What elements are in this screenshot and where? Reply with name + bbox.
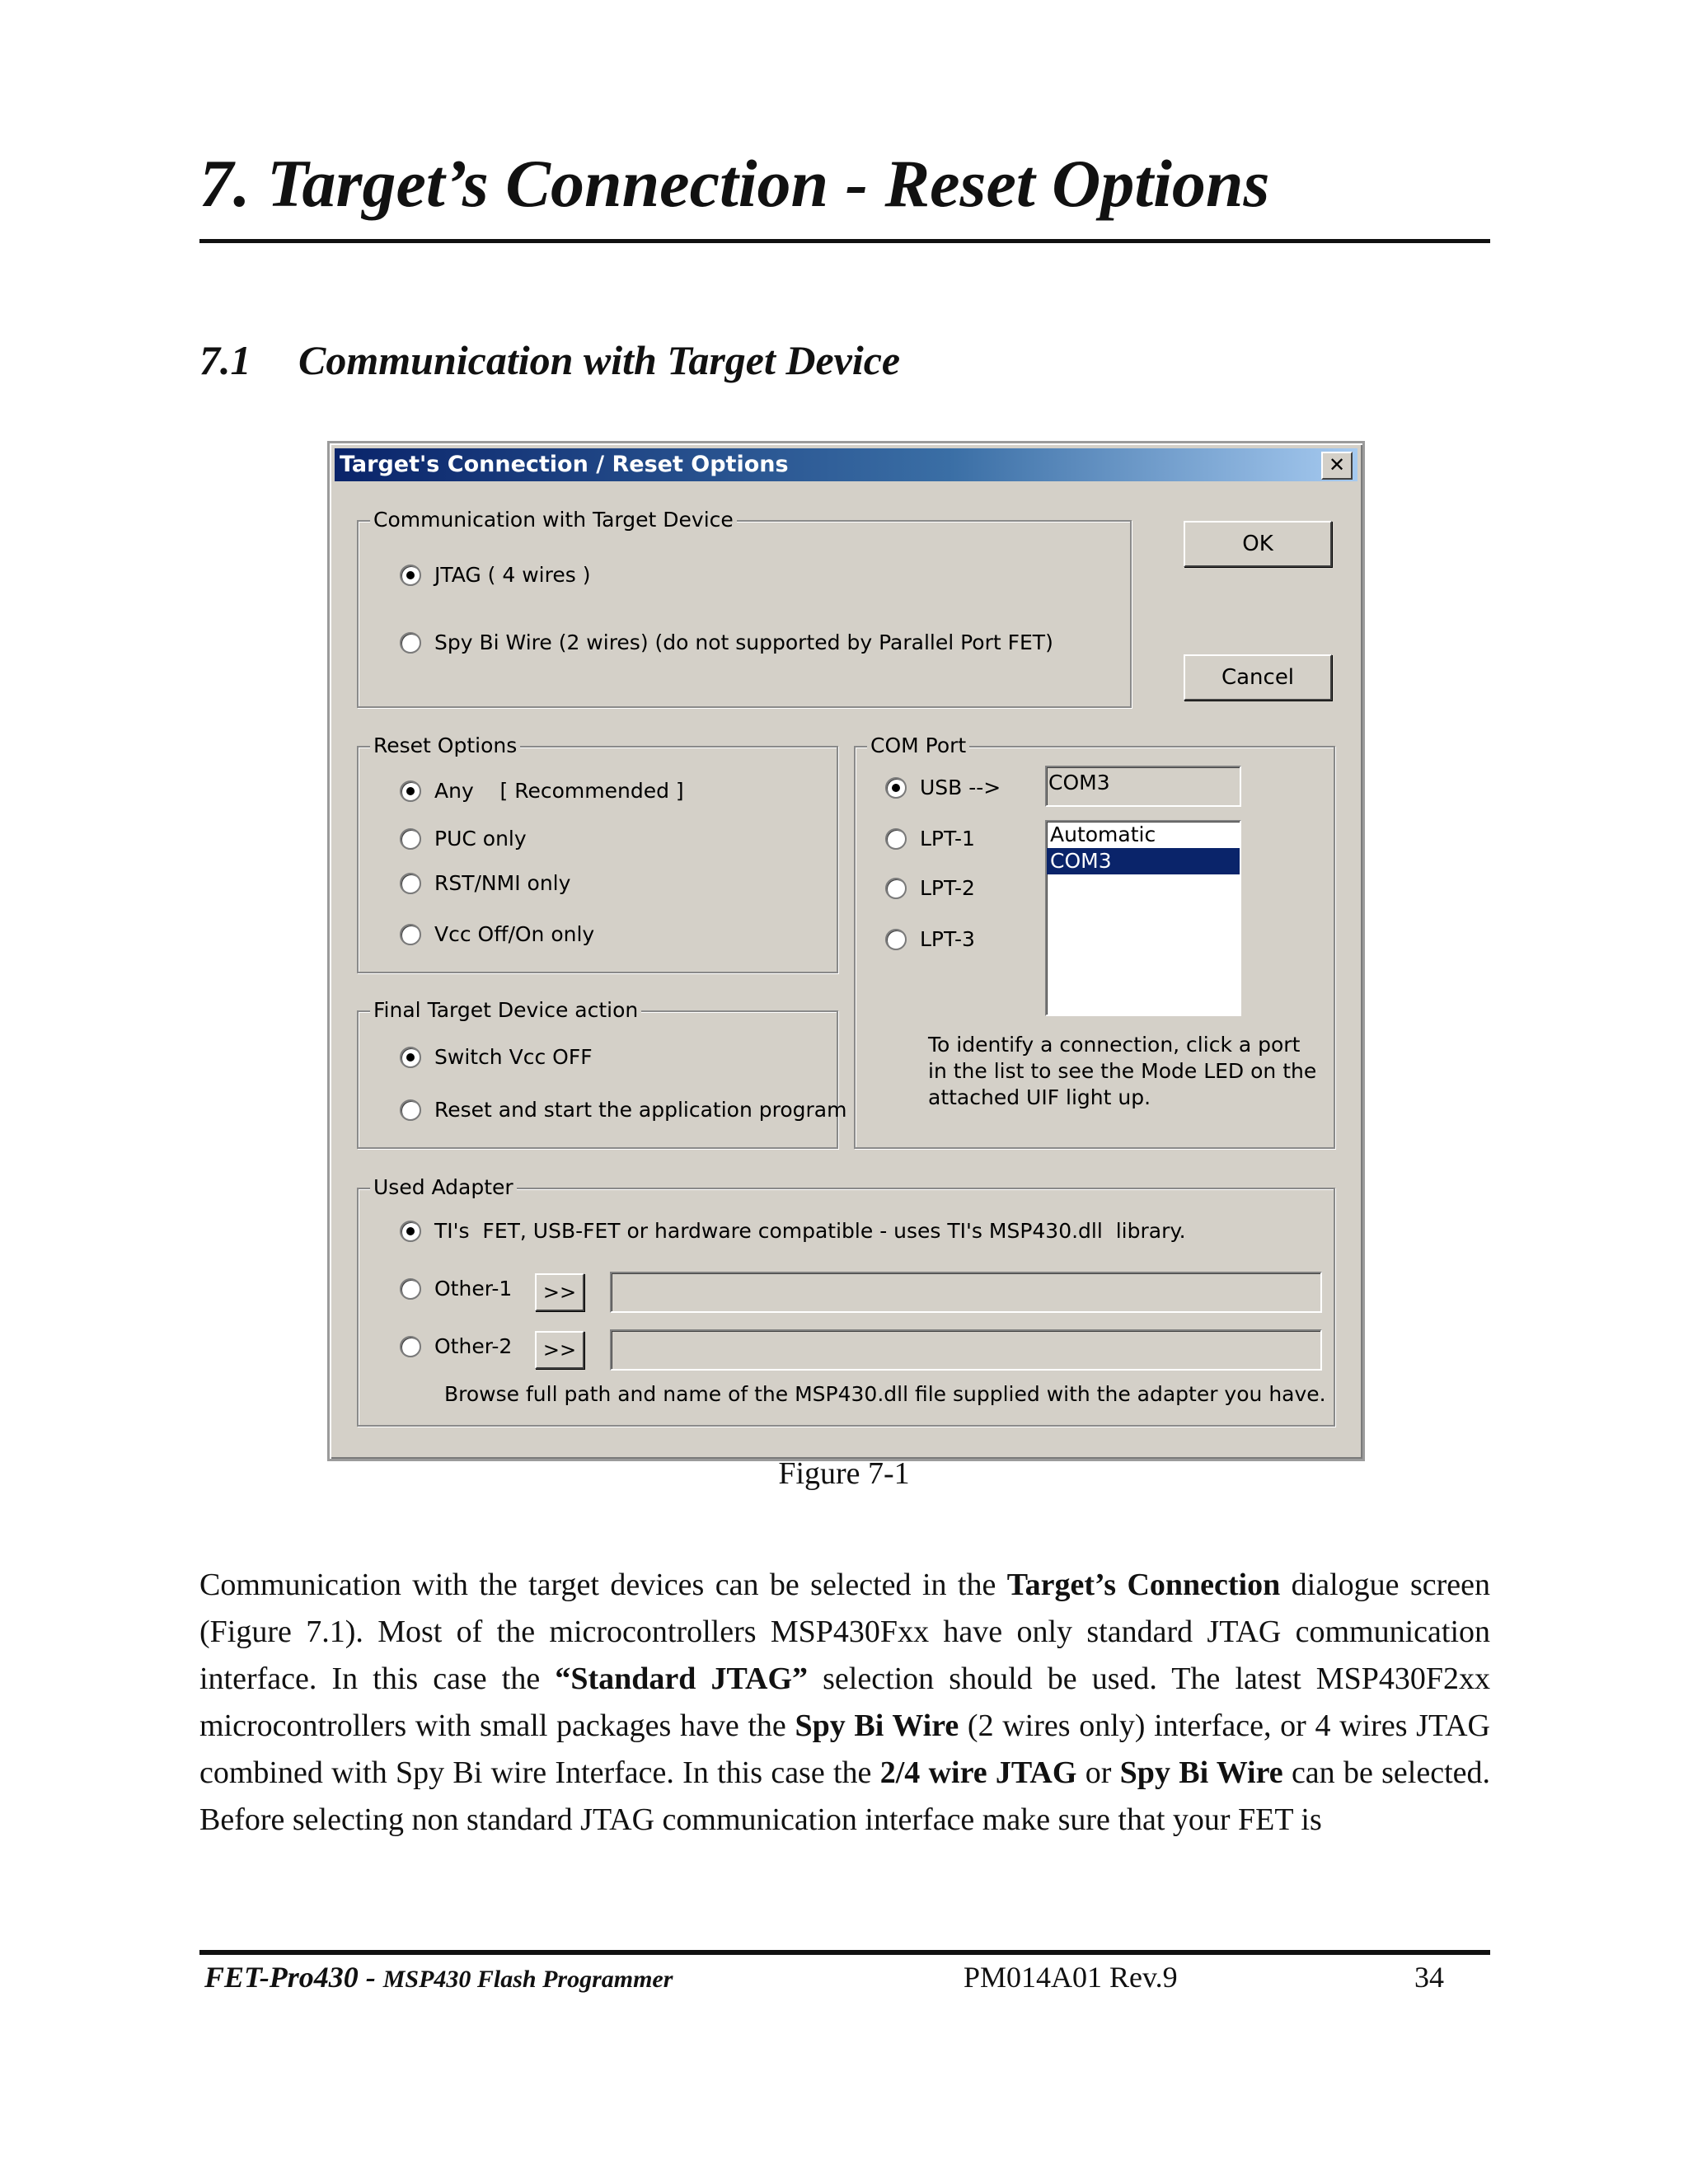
title-rule — [199, 239, 1490, 243]
paragraph-text: selection should be used. The latest MSP430F2xx microcontrollers with small packages have the — [199, 1661, 1490, 1743]
browse-other-2-button[interactable]: >> — [535, 1331, 584, 1369]
footer-product — [204, 1960, 673, 1994]
used-adapter-legend: Used Adapter — [370, 1175, 517, 1199]
radio-label: Reset and start the application program — [434, 1098, 847, 1122]
radio-switch-vcc-off[interactable] — [400, 1045, 593, 1069]
paragraph-bold: “Standard JTAG” — [555, 1661, 809, 1696]
radio-reset-any[interactable] — [400, 779, 684, 803]
paragraph-text: dialogue screen (Figure 7.1). Most of the microcontrollers MSP430Fxx have only standard JTAG communication interface. In this case the — [199, 1568, 1490, 1696]
radio-icon — [885, 828, 907, 850]
communication-group — [357, 508, 1132, 708]
radio-icon — [400, 632, 421, 654]
footer-doc-id: PM014A01 Rev.9 — [964, 1961, 1178, 1994]
radio-selected-icon — [400, 1221, 421, 1242]
com-port-legend: COM Port — [867, 733, 969, 757]
reset-options-group — [357, 733, 838, 973]
radio-label: Vcc Off/On only — [434, 922, 595, 946]
radio-label: JTAG ( 4 wires ) — [434, 563, 591, 587]
radio-selected-icon — [400, 780, 421, 802]
dialog-title: Target's Connection / Reset Options — [340, 452, 789, 477]
other-1-path-field[interactable] — [610, 1272, 1322, 1313]
radio-label: LPT-3 — [920, 927, 975, 951]
paragraph-text: or — [1076, 1755, 1120, 1790]
radio-icon — [400, 1336, 421, 1357]
dialog-titlebar — [335, 448, 1357, 481]
paragraph-bold: Spy Bi Wire — [1119, 1755, 1283, 1790]
com-port-hint: To identify a connection, click a port in the list to see the Mode LED on the attached UIF light up. — [928, 1033, 1317, 1109]
radio-icon — [400, 873, 421, 894]
radio-label: Spy Bi Wire (2 wires) (do not supported by Parallel Port FET) — [434, 630, 1053, 654]
radio-label: Other-2 — [434, 1334, 513, 1358]
radio-icon — [400, 1099, 421, 1121]
radio-selected-icon — [885, 777, 907, 799]
radio-label: Any [ Recommended ] — [434, 779, 684, 803]
paragraph-text: can be selected. Before selecting non standard JTAG communication interface make sure that your FET is — [199, 1755, 1490, 1837]
radio-label: TI's FET, USB-FET or hardware compatible - uses TI's MSP430.dll library. — [434, 1219, 1186, 1243]
radio-lpt-1[interactable] — [885, 827, 975, 851]
figure-caption: Figure 7-1 — [778, 1456, 910, 1491]
section-heading — [199, 336, 900, 384]
page-number: 34 — [1414, 1961, 1444, 1994]
radio-label: LPT-1 — [920, 827, 975, 851]
radio-selected-icon — [400, 1047, 421, 1068]
paragraph-bold: Spy Bi Wire — [795, 1708, 959, 1743]
radio-label: Switch Vcc OFF — [434, 1045, 593, 1069]
footer-product-name: FET-Pro430 — [204, 1961, 359, 1994]
com-port-group — [854, 733, 1335, 1149]
radio-selected-icon — [400, 565, 421, 586]
radio-other-1[interactable] — [400, 1277, 512, 1301]
paragraph-bold: Target’s Connection — [1006, 1568, 1281, 1602]
body-paragraph — [199, 1562, 1490, 1844]
browse-other-1-button[interactable]: >> — [535, 1273, 584, 1311]
paragraph-bold: 2/4 wire JTAG — [879, 1755, 1077, 1790]
section-title: Communication with Target Device — [298, 337, 901, 383]
radio-reset-rst-nmi[interactable] — [400, 871, 570, 895]
close-icon[interactable]: ✕ — [1321, 452, 1353, 480]
radio-icon — [400, 924, 421, 945]
footer-rule — [199, 1950, 1490, 1955]
list-item-selected[interactable]: COM3 — [1047, 848, 1240, 874]
current-com-port-field — [1045, 766, 1241, 807]
radio-ti-fet[interactable] — [400, 1219, 1186, 1243]
footer-separator: - — [358, 1961, 383, 1994]
radio-label: USB --> — [920, 776, 1001, 799]
radio-icon — [400, 828, 421, 850]
radio-label: PUC only — [434, 827, 527, 851]
ok-button[interactable]: OK — [1184, 521, 1332, 567]
chapter-title: 7. Target’s Connection - Reset Options — [199, 146, 1270, 221]
footer-subtitle: MSP430 Flash Programmer — [382, 1966, 673, 1993]
paragraph-text: (2 wires only) interface, or 4 wires JTAG combined with Spy Bi wire Interface. In this case the — [199, 1708, 1490, 1790]
current-com-port-value: COM3 — [1048, 771, 1110, 794]
radio-usb[interactable] — [885, 776, 1001, 799]
final-action-group — [357, 998, 847, 1149]
used-adapter-hint: Browse full path and name of the MSP430.dll file supplied with the adapter you have. — [444, 1382, 1326, 1406]
other-2-path-field[interactable] — [610, 1329, 1322, 1371]
used-adapter-group — [357, 1175, 1335, 1427]
radio-icon — [885, 878, 907, 899]
radio-lpt-3[interactable] — [885, 927, 975, 951]
paragraph-text: Communication with the target devices can be selected in the — [199, 1568, 1007, 1602]
final-action-legend: Final Target Device action — [370, 998, 641, 1022]
radio-reset-puc[interactable] — [400, 827, 527, 851]
com-port-listbox[interactable] — [1045, 820, 1241, 1016]
page-footer — [199, 1960, 1490, 2001]
section-number: 7.1 — [199, 337, 251, 383]
radio-icon — [400, 1278, 421, 1300]
target-connection-dialog — [327, 441, 1365, 1461]
reset-options-legend: Reset Options — [370, 733, 520, 757]
radio-spy-bi-wire[interactable] — [400, 630, 1053, 654]
radio-lpt-2[interactable] — [885, 876, 975, 900]
radio-label: Other-1 — [434, 1277, 513, 1301]
radio-icon — [885, 929, 907, 950]
list-item[interactable]: Automatic — [1050, 823, 1156, 846]
radio-other-2[interactable] — [400, 1334, 512, 1358]
radio-reset-vcc[interactable] — [400, 922, 594, 946]
radio-label: LPT-2 — [920, 876, 975, 900]
radio-label: RST/NMI only — [434, 871, 571, 895]
radio-jtag-4-wires[interactable] — [400, 563, 590, 587]
cancel-button[interactable]: Cancel — [1184, 654, 1332, 701]
communication-legend: Communication with Target Device — [370, 508, 737, 532]
radio-reset-and-start[interactable] — [400, 1098, 846, 1122]
